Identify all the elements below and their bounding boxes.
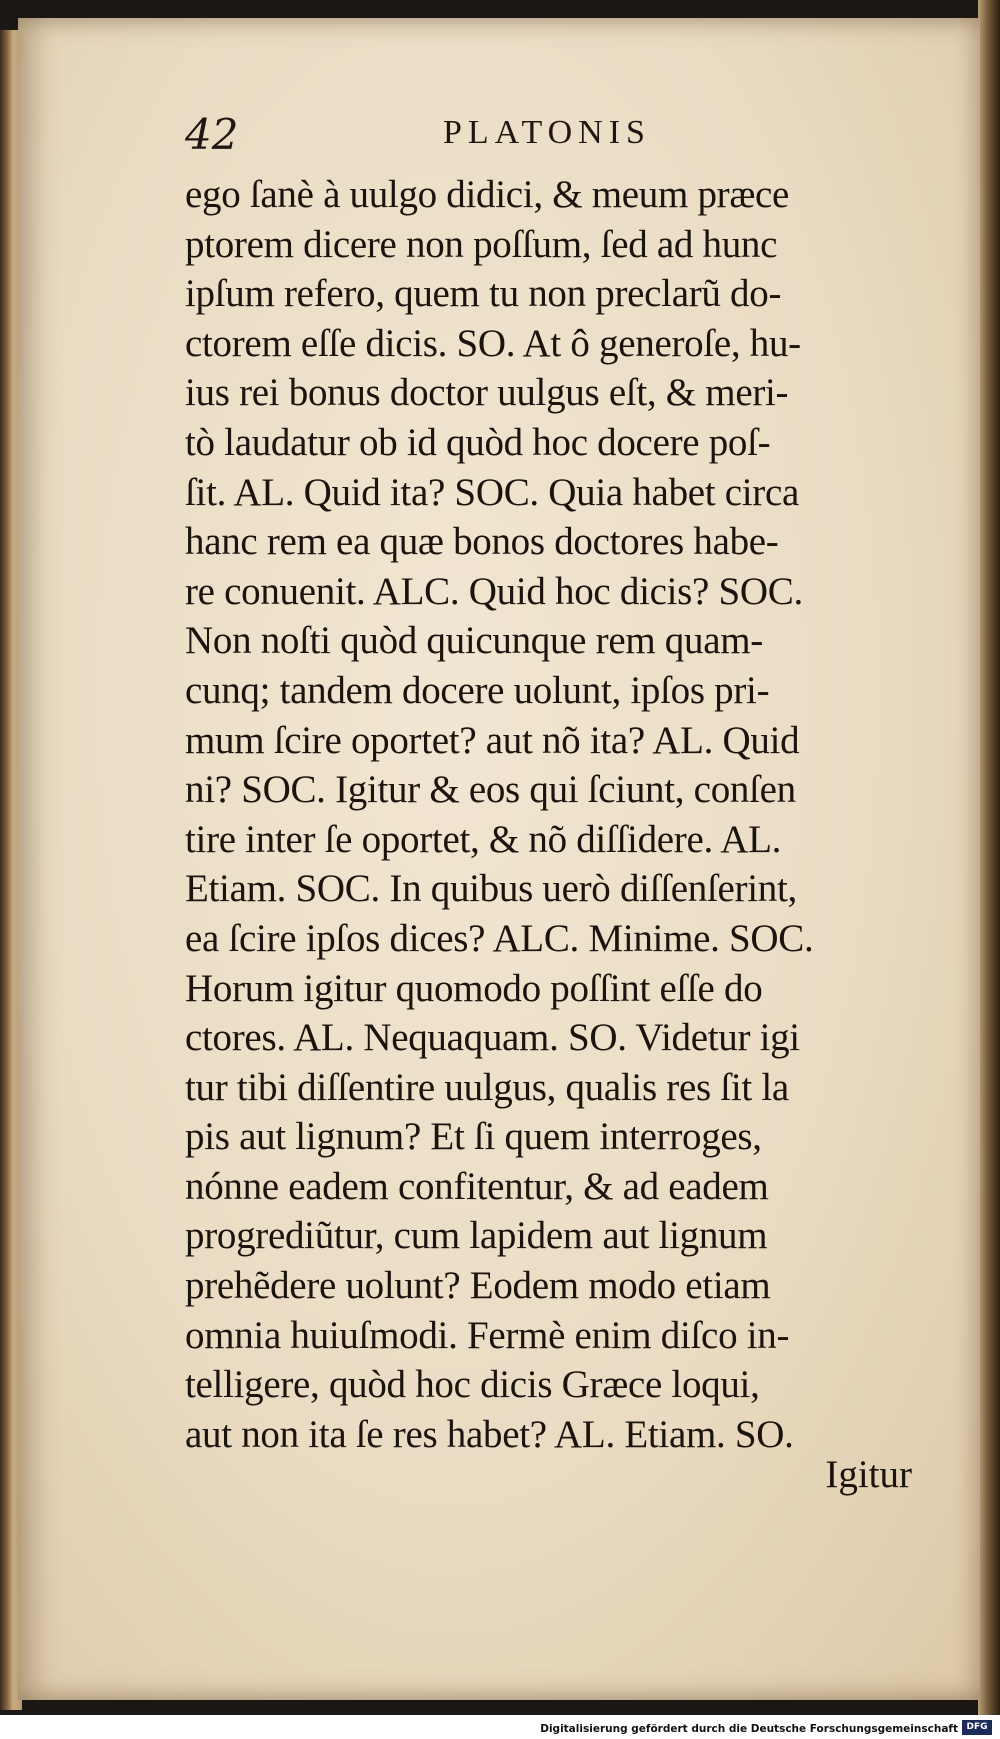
text-line: aut non ita ſe res habet? AL. Etiam. SO.	[185, 1412, 794, 1456]
text-line: ipſum refero, quem tu non preclarũ do-	[185, 272, 782, 316]
digitization-footer	[0, 1715, 1000, 1739]
text-line: nónne eadem confitentur, & ad eadem	[185, 1164, 769, 1208]
text-line: omnia huiuſmodi. Fermè enim diſco in-	[185, 1313, 790, 1357]
page-header	[185, 110, 705, 160]
text-line: ego ſanè à uulgo didici, & meum præce	[185, 173, 790, 216]
text-line: ptorem dicere non poſſum, ſed ad hunc	[185, 222, 778, 266]
funding-credit: Digitalisierung gefördert durch die Deutsche Forschungsgemeinschaft	[540, 1723, 958, 1735]
catchword: Igitur	[825, 1453, 912, 1496]
text-line: hanc rem ea quæ bonos doctores habe-	[185, 520, 779, 564]
page-number: 42	[185, 110, 239, 159]
text-line: ea ſcire ipſos dices? ALC. Minime. SOC.	[185, 916, 814, 960]
text-line: ctorem eſſe dicis. SO. At ô generoſe, hu-	[185, 321, 801, 365]
text-line: cunq; tandem docere uolunt, ipſos pri-	[185, 668, 770, 712]
text-line: prehẽdere uolunt? Eodem modo etiam	[185, 1264, 771, 1308]
text-line: tò laudatur ob id quòd hoc docere poſ-	[185, 420, 771, 464]
text-line: tire inter ſe oportet, & nõ diſſidere. AL.	[185, 817, 782, 861]
text-line: Horum igitur quomodo poſſint eſſe do	[185, 966, 763, 1010]
text-line: re conuenit. ALC. Quid hoc dicis? SOC.	[185, 569, 803, 613]
text-line: Etiam. SOC. In quibus uerò diſſenſerint,	[185, 867, 797, 911]
text-line: ni? SOC. Igitur & eos qui ſciunt, conſen	[185, 768, 796, 812]
text-line: pis aut lignum? Et ſi quem interroges,	[185, 1115, 762, 1159]
text-line: mum ſcire oportet? aut nõ ita? AL. Quid	[185, 718, 800, 762]
text-line: ſit. AL. Quid ita? SOC. Quia habet circa	[185, 470, 800, 514]
running-title: PLATONIS	[443, 114, 651, 151]
body-text	[185, 170, 925, 1459]
text-line: ctores. AL. Nequaquam. SO. Videtur igi	[185, 1016, 800, 1060]
text-line: progrediũtur, cum lapidem aut lignum	[185, 1214, 768, 1258]
page-fore-edge	[978, 0, 1000, 1739]
text-line: ius rei bonus doctor uulgus eſt, & meri-	[185, 371, 789, 415]
text-line: Non noſti quòd quicunque rem quam-	[185, 619, 763, 663]
text-line: tur tibi diſſentire uulgus, qualis res ſit la	[185, 1065, 789, 1109]
dfg-logo-icon: DFG	[962, 1720, 992, 1735]
text-line: telligere, quòd hoc dicis Græce loqui,	[185, 1363, 760, 1407]
